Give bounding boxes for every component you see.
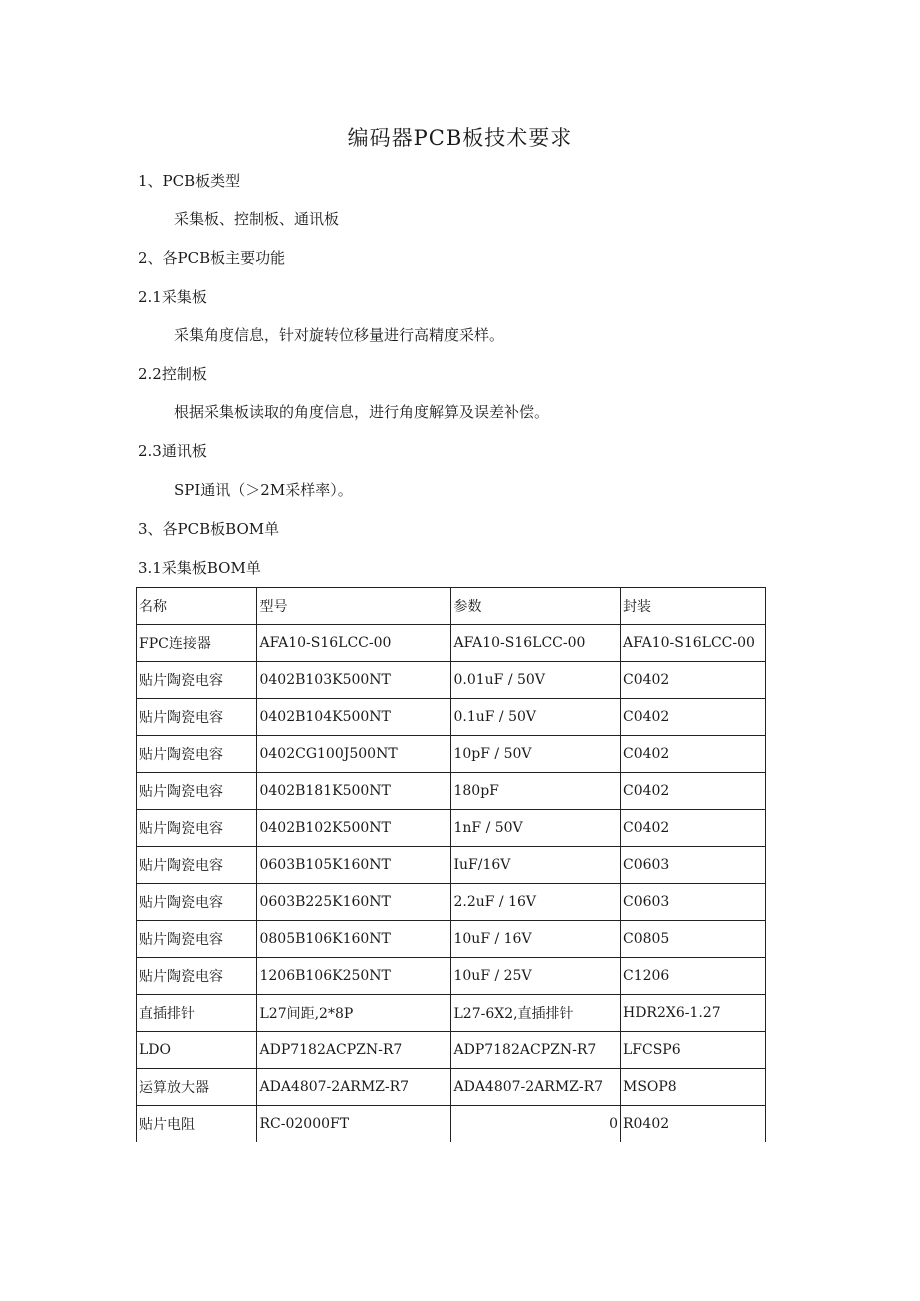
- cell-param: 0: [451, 1106, 621, 1143]
- cell-model: ADP7182ACPZN-R7: [257, 1032, 451, 1069]
- cell-package: C0402: [620, 662, 765, 699]
- cell-package: C0805: [620, 921, 765, 958]
- header-cell-package: 封装: [620, 588, 765, 625]
- cell-model: L27间距,2*8P: [257, 995, 451, 1032]
- cell-name: 贴片电阻: [137, 1106, 257, 1143]
- cell-param: 10uF / 25V: [451, 958, 621, 995]
- cell-name: 贴片陶瓷电容: [137, 958, 257, 995]
- document-title: 编码器PCB板技术要求: [347, 126, 573, 150]
- cell-model: AFA10-S16LCC-00: [257, 625, 451, 662]
- table-row: [137, 773, 766, 810]
- header-cell-model: 型号: [257, 588, 451, 625]
- cell-model: 0603B225K160NT: [257, 884, 451, 921]
- cell-name: 贴片陶瓷电容: [137, 847, 257, 884]
- table-row: [137, 662, 766, 699]
- cell-param: AFA10-S16LCC-00: [451, 625, 621, 662]
- cell-package: C0603: [620, 847, 765, 884]
- table-row: [137, 1032, 766, 1069]
- cell-name: 贴片陶瓷电容: [137, 921, 257, 958]
- cell-model: 0805B106K160NT: [257, 921, 451, 958]
- cell-param: 180pF: [451, 773, 621, 810]
- cell-model: 0603B105K160NT: [257, 847, 451, 884]
- table-row: [137, 884, 766, 921]
- section-3-heading: 3、各PCB板BOM单: [138, 520, 280, 538]
- cell-package: MSOP8: [620, 1069, 765, 1106]
- section-2-1-text: 采集角度信息，针对旋转位移量进行高精度采样。: [174, 326, 505, 344]
- table-row: [137, 921, 766, 958]
- cell-package: C0402: [620, 810, 765, 847]
- cell-param: 10pF / 50V: [451, 736, 621, 773]
- cell-name: 贴片陶瓷电容: [137, 773, 257, 810]
- header-cell-name: 名称: [137, 588, 257, 625]
- cell-param: 0.01uF / 50V: [451, 662, 621, 699]
- cell-model: 0402B102K500NT: [257, 810, 451, 847]
- cell-package: LFCSP6: [620, 1032, 765, 1069]
- table-header-row: [137, 588, 766, 625]
- cell-package: C1206: [620, 958, 765, 995]
- section-2-1-heading: 2.1采集板: [138, 288, 207, 306]
- table-row: [137, 1106, 766, 1143]
- cell-param: 10uF / 16V: [451, 921, 621, 958]
- cell-package: HDR2X6-1.27: [620, 995, 765, 1032]
- cell-model: 0402CG100J500NT: [257, 736, 451, 773]
- cell-name: 贴片陶瓷电容: [137, 884, 257, 921]
- table-row: [137, 995, 766, 1032]
- table-row: [137, 958, 766, 995]
- cell-package: C0402: [620, 699, 765, 736]
- cell-name: 运算放大器: [137, 1069, 257, 1106]
- section-2-2-heading: 2.2控制板: [138, 365, 207, 383]
- cell-param: 1nF / 50V: [451, 810, 621, 847]
- cell-name: 贴片陶瓷电容: [137, 736, 257, 773]
- cell-name: 贴片陶瓷电容: [137, 662, 257, 699]
- cell-model: 0402B104K500NT: [257, 699, 451, 736]
- section-1-text: 采集板、控制板、通讯板: [174, 210, 340, 228]
- cell-package: AFA10-S16LCC-00: [620, 625, 765, 662]
- cell-model: 0402B181K500NT: [257, 773, 451, 810]
- cell-name: LDO: [137, 1032, 257, 1069]
- table-row: [137, 1069, 766, 1106]
- section-1-heading: 1、PCB板类型: [138, 172, 241, 190]
- table-row: [137, 810, 766, 847]
- cell-name: 贴片陶瓷电容: [137, 699, 257, 736]
- cell-param: IuF/16V: [451, 847, 621, 884]
- bom-table: [136, 587, 766, 1142]
- cell-package: C0603: [620, 884, 765, 921]
- cell-model: RC-02000FT: [257, 1106, 451, 1143]
- cell-param: ADA4807-2ARMZ-R7: [451, 1069, 621, 1106]
- section-2-2-text: 根据采集板读取的角度信息，进行角度解算及误差补偿。: [174, 403, 550, 421]
- cell-name: 直插排针: [137, 995, 257, 1032]
- section-2-heading: 2、各PCB板主要功能: [138, 249, 286, 267]
- header-cell-param: 参数: [451, 588, 621, 625]
- table-row: [137, 736, 766, 773]
- cell-package: C0402: [620, 736, 765, 773]
- table-row: [137, 847, 766, 884]
- cell-model: 0402B103K500NT: [257, 662, 451, 699]
- table-row: [137, 625, 766, 662]
- cell-model: ADA4807-2ARMZ-R7: [257, 1069, 451, 1106]
- cell-name: 贴片陶瓷电容: [137, 810, 257, 847]
- cell-param: 2.2uF / 16V: [451, 884, 621, 921]
- cell-package: R0402: [620, 1106, 765, 1143]
- section-2-3-text: SPI通讯（＞2M采样率）。: [174, 481, 353, 499]
- cell-name: FPC连接器: [137, 625, 257, 662]
- cell-param: L27-6X2,直插排针: [451, 995, 621, 1032]
- cell-model: 1206B106K250NT: [257, 958, 451, 995]
- cell-package: C0402: [620, 773, 765, 810]
- cell-param: ADP7182ACPZN-R7: [451, 1032, 621, 1069]
- table-row: [137, 699, 766, 736]
- cell-param: 0.1uF / 50V: [451, 699, 621, 736]
- section-3-1-heading: 3.1采集板BOM单: [138, 559, 261, 577]
- section-2-3-heading: 2.3通讯板: [138, 442, 207, 460]
